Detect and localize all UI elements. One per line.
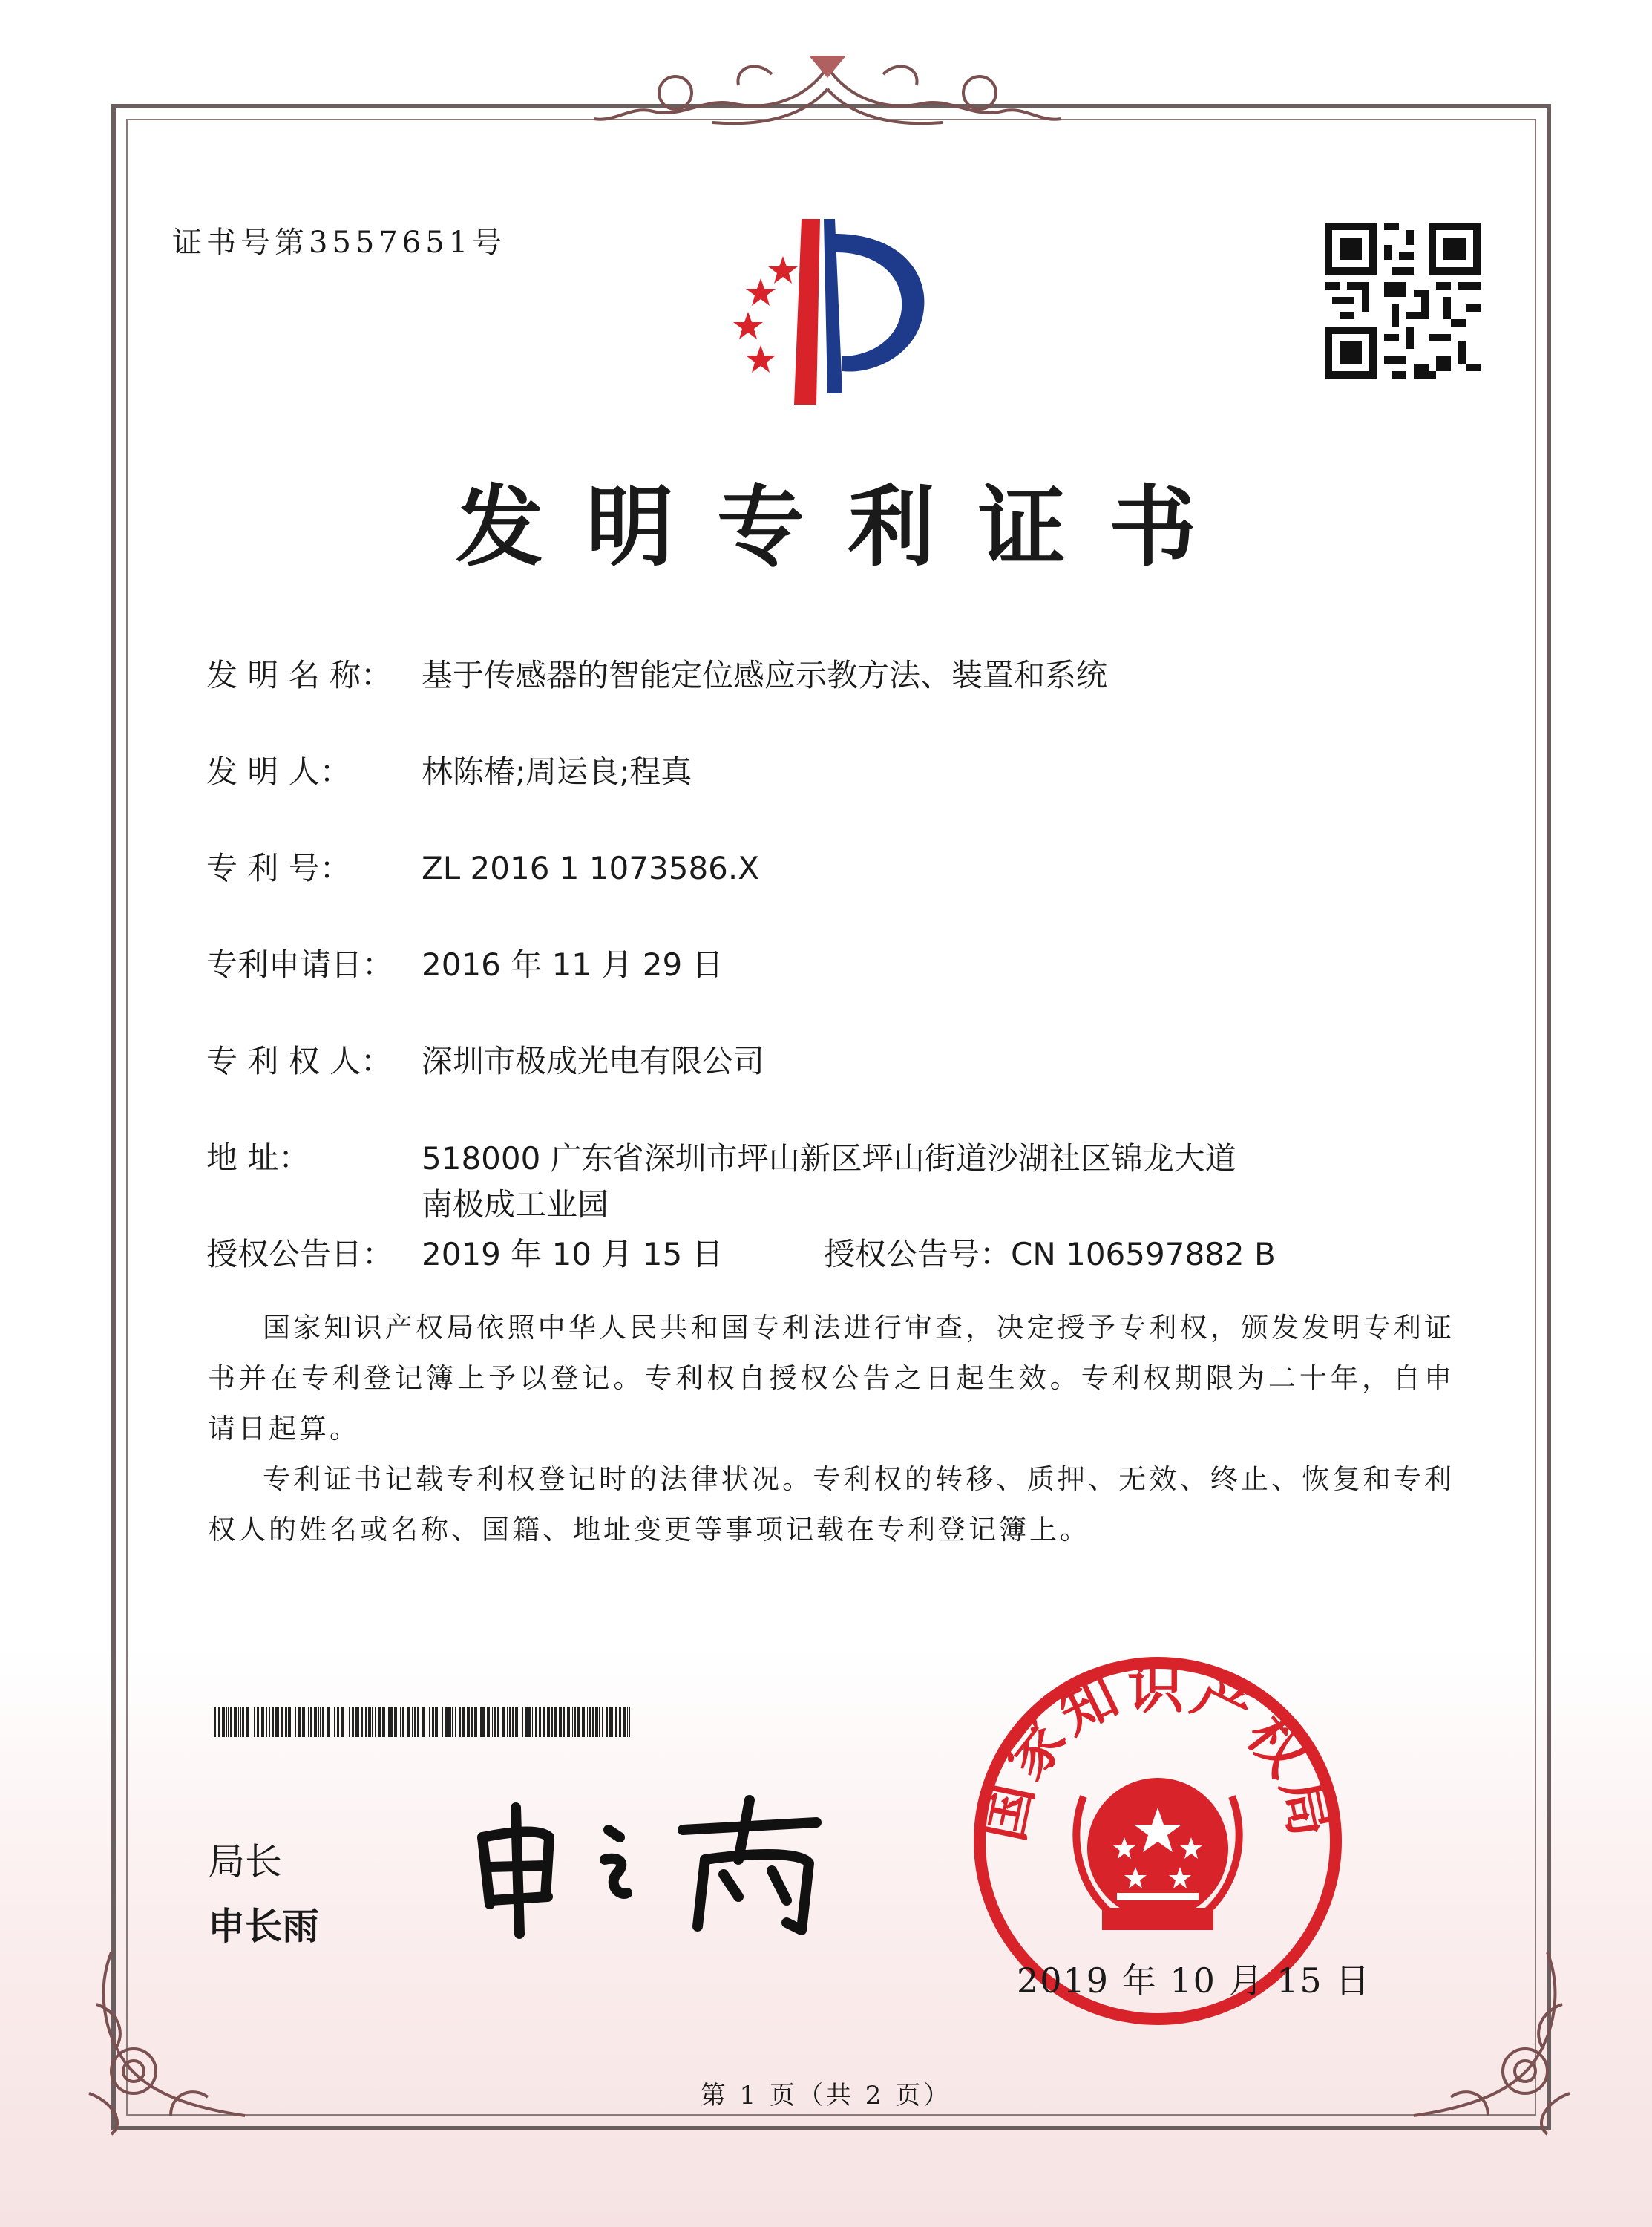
- field-label: 地 址：: [206, 1139, 310, 1176]
- field-inventors: [206, 750, 692, 794]
- field-grant-date: [206, 1232, 724, 1277]
- field-value: 518000 广东省深圳市坪山新区坪山街道沙湖社区锦龙大道南极成工业园: [422, 1140, 1236, 1223]
- field-label: 专利申请日：: [206, 946, 394, 983]
- field-value: ZL 2016 1 1073586.X: [422, 850, 760, 886]
- field-patentee: [206, 1039, 764, 1084]
- field-patent-number: [206, 846, 759, 891]
- field-grant-number: [824, 1232, 1276, 1277]
- body-paragraph: 专利证书记载专利权登记时的法律状况。专利权的转移、质押、无效、终止、恢复和专利权人的姓名或名称、国籍、地址变更等事项记载在专利登记簿上。: [208, 1463, 1455, 1546]
- field-label: 授权公告号：: [824, 1236, 1012, 1272]
- field-address: [206, 1136, 1238, 1228]
- field-value: 2016 年 11 月 29 日: [422, 946, 724, 983]
- director-title: 局长: [208, 1840, 282, 1883]
- page-number: 第 1 页（共 2 页）: [700, 2081, 952, 2110]
- patent-office-logo-icon: [705, 212, 957, 405]
- body-paragraph: 国家知识产权局依照中华人民共和国专利法进行审查，决定授予专利权，颁发发明专利证书并在专利登记簿上予以登记。专利权自授权公告之日起生效。专利权期限为二十年，自申请日起算。: [208, 1312, 1455, 1445]
- seal-date: 2019 年 10 月 15 日: [1017, 1961, 1371, 2001]
- field-application-date: [206, 943, 724, 987]
- field-label: 专 利 权 人：: [206, 1043, 393, 1079]
- director-signature-icon: [460, 1793, 846, 1941]
- certificate-title: 发明专利证书: [455, 476, 1239, 578]
- director-name: 申长雨: [208, 1905, 319, 1948]
- field-value: 2019 年 10 月 15 日: [422, 1236, 724, 1272]
- field-value: 林陈椿;周运良;程真: [422, 753, 692, 790]
- field-label: 专 利 号：: [206, 850, 351, 886]
- field-value: CN 106597882 B: [1011, 1236, 1276, 1272]
- field-label: 发 明 名 称：: [206, 657, 393, 693]
- field-label: 授权公告日：: [206, 1236, 394, 1272]
- field-value: 基于传感器的智能定位感应示教方法、装置和系统: [422, 657, 1108, 693]
- field-label: 发 明 人：: [206, 753, 351, 790]
- field-invention-name: [206, 653, 1107, 698]
- qr-code-icon: [1325, 223, 1481, 379]
- top-ornament-icon: [586, 52, 1069, 141]
- seal-text: 国家知识产权局: [968, 1655, 1347, 1847]
- barcode-icon: [212, 1707, 631, 1737]
- certificate-number: 证书号第3557651号: [172, 226, 507, 260]
- field-value: 深圳市极成光电有限公司: [422, 1043, 765, 1079]
- body-text: [208, 1303, 1455, 1555]
